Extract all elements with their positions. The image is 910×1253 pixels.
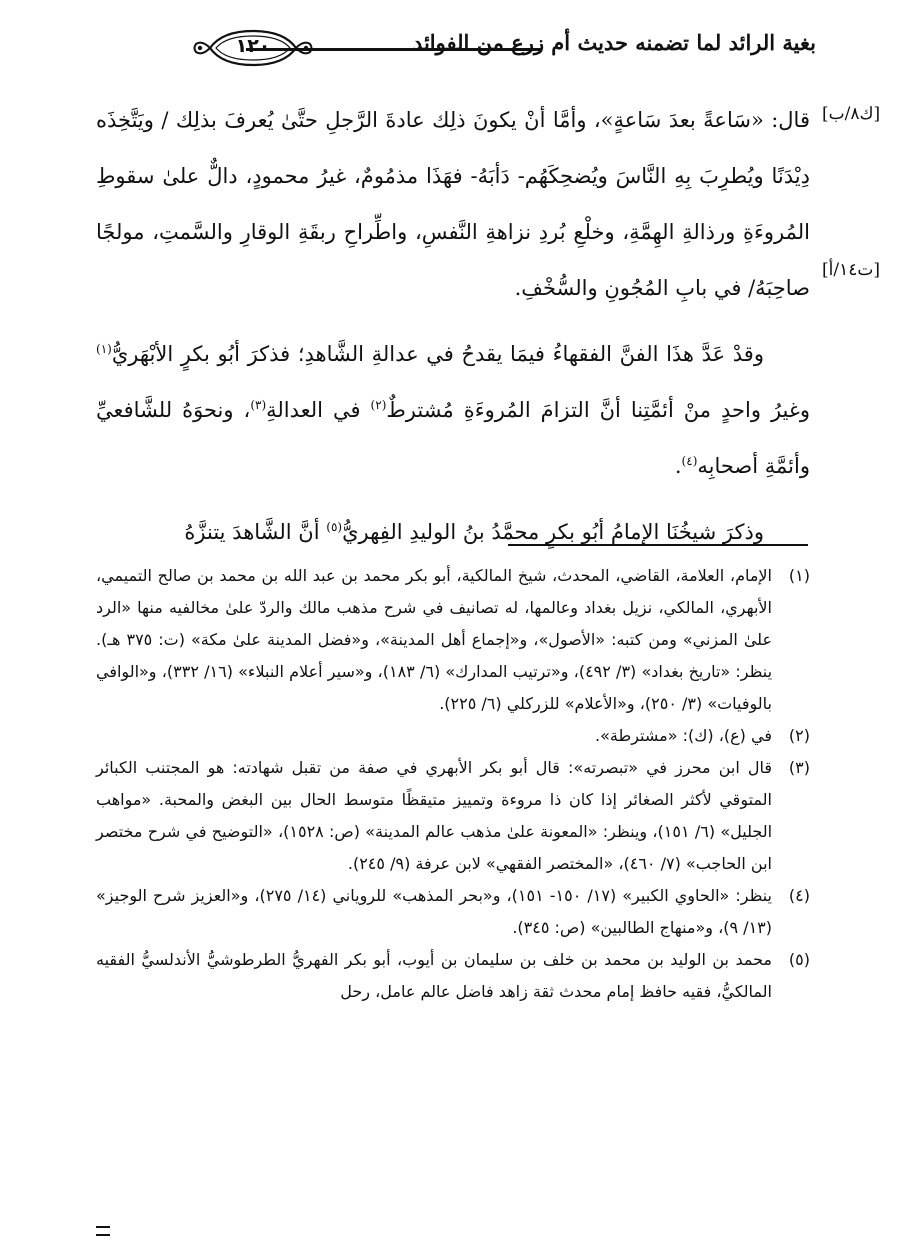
text-run: في العدالةِ bbox=[266, 398, 371, 422]
footnote-continues-mark bbox=[96, 1226, 110, 1236]
running-header bbox=[96, 22, 816, 74]
footnote-text: الإمام، العلامة، القاضي، المحدث، شيخ المالكية، أبو بكر محمد بن عبد الله بن محمد بن صالح التميمي، الأبهري، المالكي، نزيل بغداد وعالمها، له تصانيف في شرح مذهب مالك والردّ علىٰ مخالفيه منها «الرد علىٰ المزني» ومن كتبه: «الأصول»، و«إجماع أهل المدينة»، و«فضل المدينة علىٰ مكة» (ت: ٣٧٥ هـ). ينظر: «تاريخ بغداد» (٣/ ٤٩٢)، و«ترتيب المدارك» (٦/ ١٨٣)، و«سير أعلام النبلاء» (١٦/ ٣٣٢)، و«الوافي بالوفيات» (٣/ ٢٥٠)، و«الأعلام» للزركلي (٦/ ٢٢٥). bbox=[96, 566, 773, 713]
main-text bbox=[96, 92, 810, 560]
paragraph bbox=[96, 326, 810, 494]
page-number: ١٢٠ bbox=[235, 35, 271, 57]
text-run: وغيرُ واحدٍ منْ أئمَّتِنا أنَّ التزامَ المُروءَةِ مُشترطٌ bbox=[386, 398, 810, 422]
footnote-ref[interactable]: (١) bbox=[96, 342, 112, 356]
footnote bbox=[96, 752, 810, 880]
footnote-text: محمد بن الوليد بن محمد بن خلف بن سليمان بن أيوب، أبو بكر الفهريُّ الطرطوشيُّ الأندلسيُّ الفقيه المالكيُّ، فقيه حافظ إمام محدث ثقة زاهد فاضل عالم عامل، رحل bbox=[96, 950, 772, 1001]
footnote-ref[interactable]: (٤) bbox=[681, 454, 698, 468]
footnote-number: (١) bbox=[788, 566, 810, 585]
footnote bbox=[96, 720, 810, 752]
footnote-text: ينظر: «الحاوي الكبير» (١٧/ ١٥٠- ١٥١)، و«بحر المذهب» للروياني (١٤/ ٢٧٥)، و«العزيز شرح الوجيز» (١٣/ ٩)، و«منهاج الطالبين» (ص: ٣٤٥). bbox=[96, 886, 773, 937]
text-run: وذكرَ شيخُنَا الإمامُ أبُو بكرٍ محمَّدُ بنُ الوليدِ الفِهريُّ bbox=[342, 520, 764, 544]
header-title: بغية الرائد لما تضمنه حديث أم زرع من الفوائد bbox=[412, 30, 816, 55]
paragraph: قال: «سَاعةً بعدَ سَاعةٍ»، وأمَّا أنْ يكونَ ذلِك عادةَ الرَّجلِ حتَّىٰ يُعرفَ بذلِك / ويَتَّخِذَه دِيْدَنًا ويُطرِبَ بِهِ النَّاسَ ويُضحِكَهُم- دَأبَهُ- فهَذَا مذمُومٌ، غيرُ محمودٍ، دالٌّ علىٰ سقوطِ المُروءَةِ ورذالةِ الهِمَّةِ، وخلْعِ بُردِ نزاهةِ النَّفسِ، واطِّراحِ ربقَةِ الوقارِ والسَّمتِ، مولجًا صاحِبَهُ/ في بابِ المُجُونِ والسُّخْفِ. bbox=[96, 108, 810, 300]
footnote bbox=[96, 880, 810, 944]
footnote-ref[interactable]: (٢) bbox=[370, 398, 387, 412]
text-run: أنَّ الشَّاهدَ يتنزَّهُ bbox=[184, 520, 327, 544]
margin-reference: [ك٨/ب] bbox=[822, 104, 881, 124]
footnote-text: في (ع)، (ك): «مشترطة». bbox=[595, 726, 772, 745]
footnote-number: (٣) bbox=[788, 758, 810, 777]
text-run: ، ونحوَهُ للشَّافعيِّ وأئمَّةِ أصحابِه bbox=[96, 398, 810, 478]
footnote-ref[interactable]: (٥) bbox=[326, 520, 343, 534]
text-run: . bbox=[674, 454, 682, 478]
footnote-separator bbox=[508, 544, 808, 546]
footnote bbox=[96, 944, 810, 1008]
footnote-number: (٢) bbox=[788, 726, 810, 745]
footnotes bbox=[96, 560, 810, 1008]
footnote-ref[interactable]: (٣) bbox=[250, 398, 267, 412]
page-number-ornament bbox=[192, 28, 314, 68]
footnote-number: (٥) bbox=[788, 950, 810, 969]
margin-reference: [ت١٤/أ] bbox=[822, 260, 880, 280]
footnote-text: قال ابن محرز في «تبصرته»: قال أبو بكر الأبهري في صفة من تقبل شهادته: هو المجتنب الكبائر المتوقي لأكثر الصغائر إذا كان ذا مروءة وتمييز متيقظًا متوسط الحال بين البغض والمحبة. «مواهب الجليل» (٦/ ١٥١)، وينظر: «المعونة علىٰ مذهب عالم المدينة» (ص: ١٥٢٨)، «التوضيح في شرح مختصر ابن الحاجب» (٧/ ٤٦٠)، «المختصر الفقهي» لابن عرفة (٩/ ٢٤٥). bbox=[96, 758, 773, 873]
paragraph bbox=[96, 504, 810, 560]
text-run: وقدْ عَدَّ هذَا الفنَّ الفقهاءُ فيمَا يقدحُ في عدالةِ الشَّاهدِ؛ فذكرَ أبُو بكرٍ الأبْهَريُّ bbox=[111, 342, 764, 366]
footnote bbox=[96, 560, 810, 720]
footnote-number: (٤) bbox=[788, 886, 810, 905]
